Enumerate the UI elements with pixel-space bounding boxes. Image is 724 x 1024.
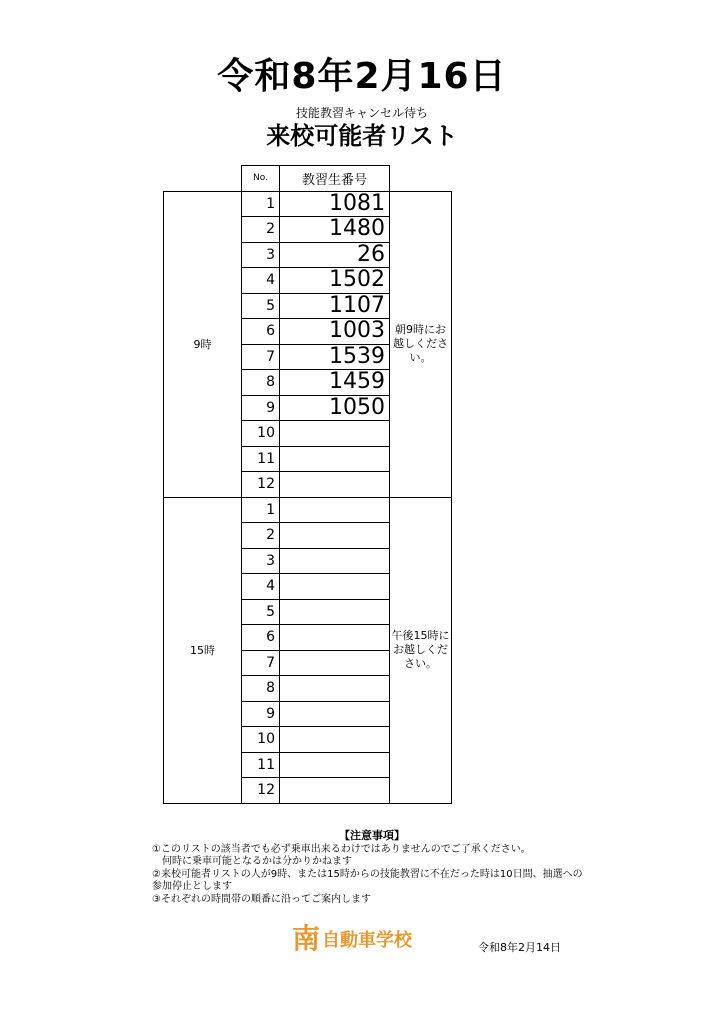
row-number: 5	[242, 599, 280, 625]
row-number: 2	[242, 217, 280, 243]
row-number: 10	[242, 421, 280, 447]
row-number: 12	[242, 472, 280, 498]
row-number: 3	[242, 242, 280, 268]
student-id-cell	[280, 497, 390, 523]
row-number: 8	[242, 370, 280, 396]
row-number: 3	[242, 548, 280, 574]
student-id-cell	[280, 727, 390, 753]
student-id-cell: 1480	[280, 217, 390, 243]
row-number: 11	[242, 446, 280, 472]
waiting-list-table	[163, 165, 452, 804]
student-id-cell: 1502	[280, 268, 390, 294]
row-number: 9	[242, 701, 280, 727]
notice-line: 何時に乗車可能となるかは分かりかねます	[152, 856, 352, 867]
student-id-cell	[280, 778, 390, 804]
time-slot-label: 9時	[164, 191, 242, 497]
row-number: 4	[242, 574, 280, 600]
student-id-cell: 1459	[280, 370, 390, 396]
time-slot-label: 15時	[164, 497, 242, 803]
school-logo	[292, 922, 413, 955]
student-id-cell: 1050	[280, 395, 390, 421]
student-id-cell	[280, 548, 390, 574]
row-number: 5	[242, 293, 280, 319]
row-number: 6	[242, 319, 280, 345]
student-id-cell: 26	[280, 242, 390, 268]
notice-line: ③それぞれの時間帯の順番に沿ってご案内します	[152, 893, 371, 905]
student-id-cell	[280, 599, 390, 625]
student-id-cell	[280, 421, 390, 447]
row-number: 7	[242, 650, 280, 676]
row-number: 6	[242, 625, 280, 651]
column-header-no: No.	[242, 166, 280, 192]
row-number: 2	[242, 523, 280, 549]
student-id-cell: 1107	[280, 293, 390, 319]
logo-text: 自動車学校	[322, 930, 413, 951]
table-row	[164, 191, 452, 217]
row-number: 1	[242, 191, 280, 217]
row-number: 11	[242, 752, 280, 778]
table-row	[164, 497, 452, 523]
student-id-cell	[280, 446, 390, 472]
page-date-title: 令和8年2月16日	[217, 56, 507, 97]
student-id-cell: 1003	[280, 319, 390, 345]
header-spacer	[164, 166, 242, 192]
row-number: 10	[242, 727, 280, 753]
row-number: 8	[242, 676, 280, 702]
student-id-cell	[280, 472, 390, 498]
student-id-cell	[280, 752, 390, 778]
row-number: 4	[242, 268, 280, 294]
notice-line: ②来校可能者リストの人が9時、または15時からの技能教習に不在だった時は10日間、抽選への参加停止とします	[152, 868, 583, 892]
notice-title: 【注意事項】	[339, 829, 405, 842]
logo-mark: 南	[292, 922, 321, 955]
student-id-cell	[280, 701, 390, 727]
page-subtitle: 技能教習キャンセル待ち	[295, 106, 428, 120]
student-id-cell: 1081	[280, 191, 390, 217]
row-number: 12	[242, 778, 280, 804]
row-number: 7	[242, 344, 280, 370]
student-id-cell: 1539	[280, 344, 390, 370]
student-id-cell	[280, 676, 390, 702]
student-id-cell	[280, 625, 390, 651]
arrival-note: 午後15時にお越しください。	[390, 497, 452, 803]
header-spacer	[390, 166, 452, 192]
arrival-note: 朝9時にお越しください。	[390, 191, 452, 497]
page-title: 来校可能者リスト	[266, 122, 458, 150]
student-id-cell	[280, 650, 390, 676]
student-id-cell	[280, 523, 390, 549]
issue-date: 令和8年2月14日	[478, 941, 561, 954]
student-id-cell	[280, 574, 390, 600]
row-number: 9	[242, 395, 280, 421]
column-header-student-id: 教習生番号	[280, 166, 390, 192]
table-body	[164, 191, 452, 803]
notice-line: ①このリストの該当者でも必ず乗車出来るわけではありませんのでご了承ください。	[152, 843, 531, 855]
notice-section	[152, 830, 592, 906]
row-number: 1	[242, 497, 280, 523]
